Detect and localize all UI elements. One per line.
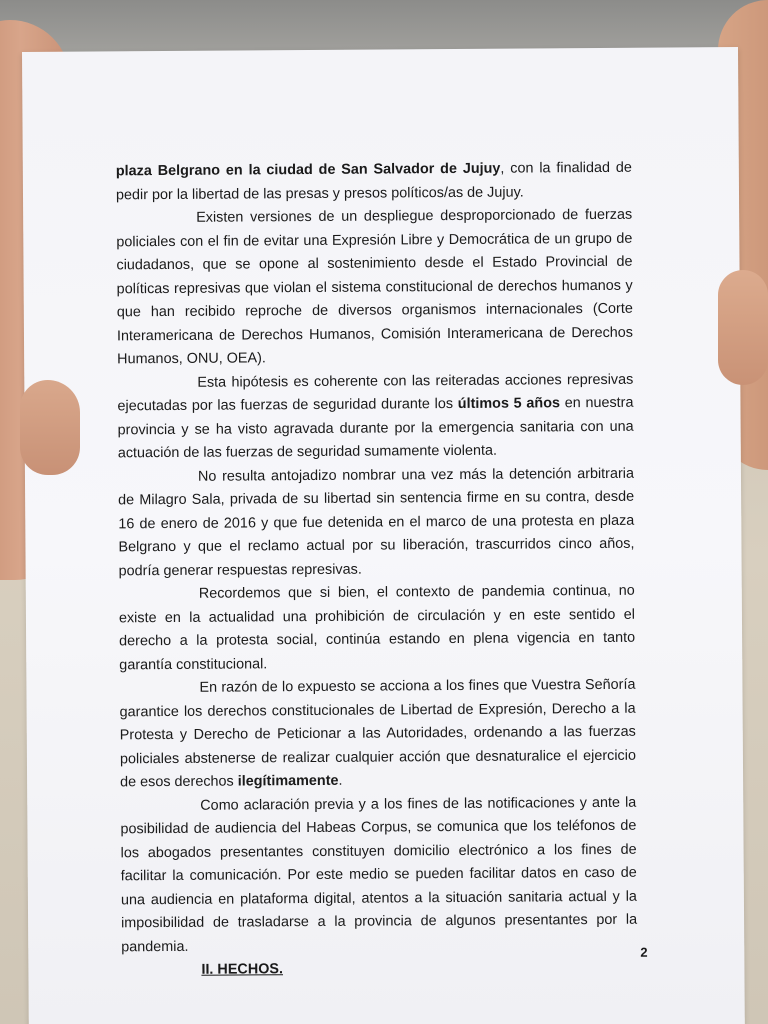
bold-location: plaza Belgrano en la ciudad de San Salvador de Jujuy (115, 160, 501, 180)
paragraph-1: plaza Belgrano en la ciudad de San Salvador de Jujuy, con la finalidad de pedir por la libertad de las presas y presos políticos/as de Jujuy. (115, 159, 632, 203)
document-body (116, 157, 638, 983)
bold-years: últimos 5 años (457, 395, 561, 412)
page-number: 2 (640, 944, 648, 960)
paragraph-2: Existen versiones de un despliegue desproporcionado de fuerzas policiales con el fin de evitar una Expresión Libre y Democrática de un grupo de ciudadanos, que se opone al sostenimiento desde el Estado Provincial de políticas represivas que violan el sistema constitucional de derechos humanos y que han recibido reproche de diversos organismos internacionales (Corte Interamericana de Derechos Humanos, Comisión Interamericana de Derechos Humanos, ONU, OEA). (116, 206, 634, 368)
paragraph-6: En razón de lo expuesto se acciona a los fines que Vuestra Señoría garantice los derechos constitucionales de Libertad de Expresión, Derecho a la Protesta y Derecho de Peticionar a las Autoridades, ordenando a las fuerzas policiales abstenerse de realizar cualquier acción que desnaturalice el ejercicio de esos derechos ilegítimamente. (119, 676, 636, 791)
right-thumb (718, 270, 768, 385)
paragraph-3: Esta hipótesis es coherente con las reiteradas acciones represivas ejecutadas por las fuerzas de seguridad durante los últimos 5 años en nuestra provincia y se ha visto agravada durante por la emergencia sanitaria con una actuación de las fuerzas de seguridad sumamente violenta. (117, 371, 634, 462)
section-heading: II. HECHOS. (201, 961, 284, 978)
paragraph-4: No resulta antojadizo nombrar una vez más la detención arbitraria de Milagro Sala, privada de su libertad sin sentencia firme en su contra, desde 16 de enero de 2016 y que fue detenida en el marco de una protesta en plaza Belgrano y que el reclamo actual por su liberación, trascurridos cinco años, podría generar respuestas represivas. (118, 465, 635, 579)
left-thumb (20, 380, 80, 475)
bold-ilegitimamente: ilegítimamente (237, 772, 339, 790)
document-page (22, 47, 745, 1024)
paragraph-5: Recordemos que si bien, el contexto de pandemia continua, no existe en la actualidad una prohibición de circulación y en este sentido el derecho a la protesta social, continúa estando en plena vigencia en tanto garantía constitucional. (118, 582, 636, 673)
paragraph-7: Como aclaración previa y a los fines de las notificaciones y ante la posibilidad de audiencia del Habeas Corpus, se comunica que los teléfonos de los abogados presentantes constituyen domicilio electrónico a los fines de facilitar la comunicación. Por este medio se pueden facilitar datos en caso de una audiencia en plataforma digital, atentos a la situación sanitaria actual y la imposibilidad de trasladarse a la provincia de algunos presentantes por la pandemia. (120, 794, 638, 955)
